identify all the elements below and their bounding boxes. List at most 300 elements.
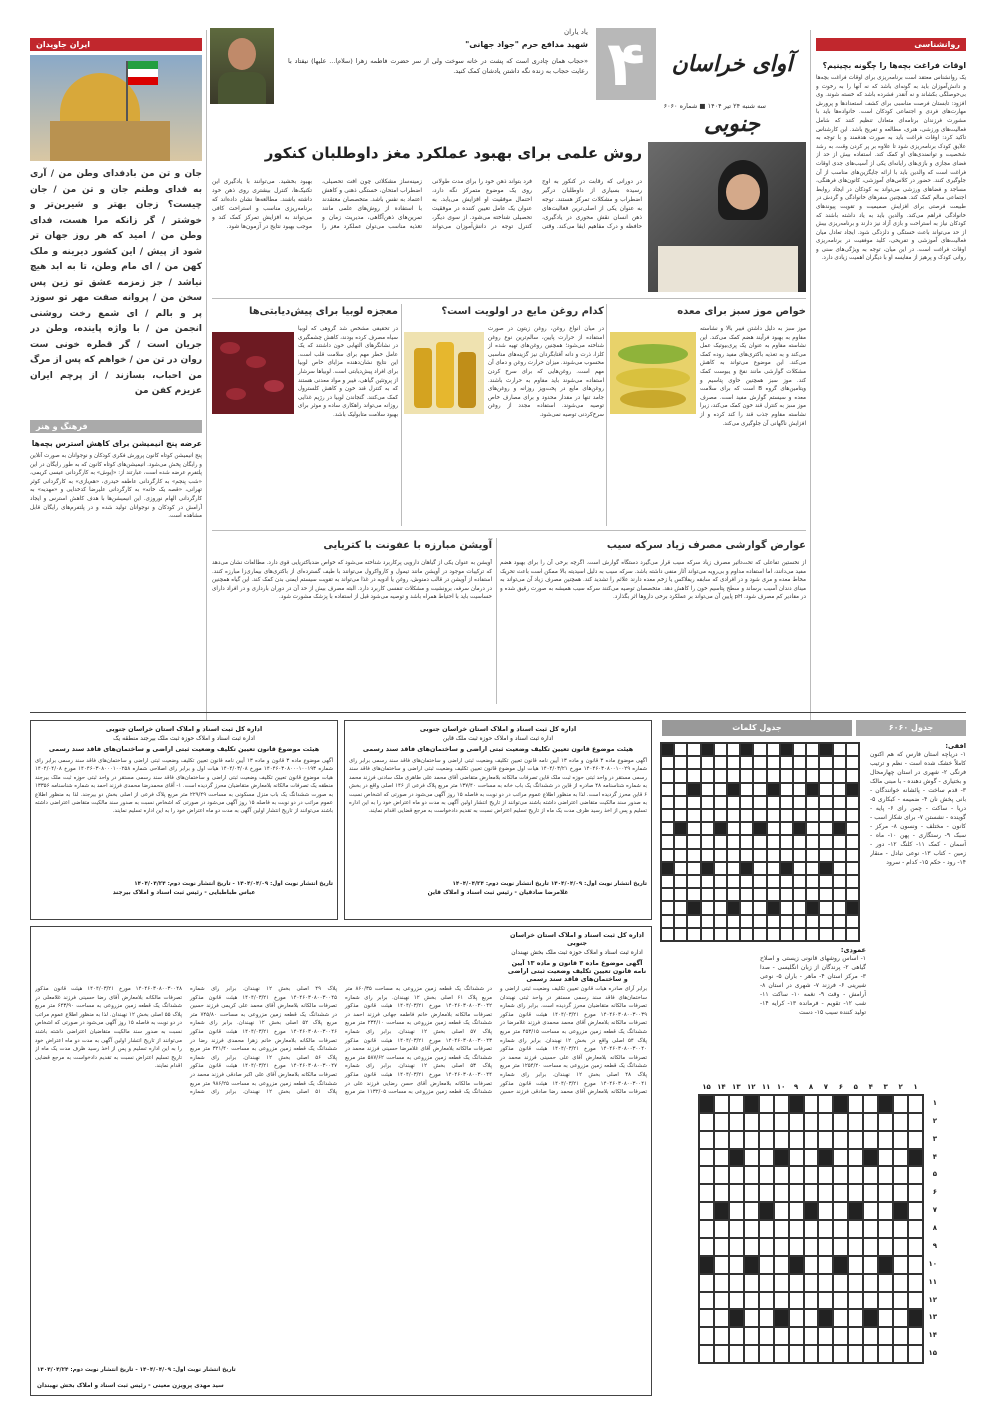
crossword-cell[interactable] (878, 1166, 893, 1184)
crossword-cell[interactable] (804, 1292, 819, 1310)
crossword-cell[interactable] (789, 1113, 804, 1131)
crossword-cell[interactable] (833, 1327, 848, 1345)
crossword-cell[interactable] (714, 901, 727, 914)
crossword-cell[interactable] (878, 1095, 893, 1113)
crossword-cell[interactable] (819, 769, 832, 782)
crossword-cell[interactable] (863, 1292, 878, 1310)
crossword-cell[interactable] (753, 901, 766, 914)
crossword-cell[interactable] (759, 1220, 774, 1238)
crossword-cell[interactable] (701, 743, 714, 756)
crossword-cell[interactable] (806, 835, 819, 848)
crossword-cell[interactable] (863, 1327, 878, 1345)
crossword-cell[interactable] (729, 1166, 744, 1184)
crossword-cell[interactable] (759, 1309, 774, 1327)
crossword-cell[interactable] (714, 1202, 729, 1220)
crossword-cell[interactable] (908, 1292, 923, 1310)
crossword-cell[interactable] (863, 1256, 878, 1274)
crossword-cell[interactable] (753, 928, 766, 941)
crossword-cell[interactable] (767, 809, 780, 822)
crossword-cell[interactable] (699, 1238, 714, 1256)
crossword-cell[interactable] (714, 769, 727, 782)
crossword-cell[interactable] (729, 1309, 744, 1327)
crossword-cell[interactable] (878, 1113, 893, 1131)
crossword-cell[interactable] (789, 1309, 804, 1327)
crossword-cell[interactable] (699, 1327, 714, 1345)
crossword-cell[interactable] (780, 928, 793, 941)
crossword-cell[interactable] (780, 862, 793, 875)
crossword-cell[interactable] (729, 1238, 744, 1256)
crossword-cell[interactable] (774, 1292, 789, 1310)
crossword-cell[interactable] (661, 796, 674, 809)
crossword-cell[interactable] (908, 1345, 923, 1363)
crossword-cell[interactable] (806, 928, 819, 941)
crossword-cell[interactable] (714, 875, 727, 888)
crossword-cell[interactable] (789, 1184, 804, 1202)
crossword-cell[interactable] (674, 875, 687, 888)
crossword-cell[interactable] (818, 1166, 833, 1184)
crossword-cell[interactable] (789, 1220, 804, 1238)
crossword-cell[interactable] (687, 835, 700, 848)
crossword-cell[interactable] (687, 756, 700, 769)
crossword-cell[interactable] (863, 1274, 878, 1292)
crossword-cell[interactable] (729, 1345, 744, 1363)
crossword-cell[interactable] (863, 1149, 878, 1167)
crossword-cell[interactable] (699, 1184, 714, 1202)
crossword-cell[interactable] (753, 862, 766, 875)
crossword-cell[interactable] (767, 928, 780, 941)
crossword-cell[interactable] (780, 756, 793, 769)
crossword-cell[interactable] (780, 915, 793, 928)
crossword-cell[interactable] (818, 1113, 833, 1131)
crossword-cell[interactable] (848, 1345, 863, 1363)
crossword-cell[interactable] (767, 915, 780, 928)
crossword-cell[interactable] (774, 1149, 789, 1167)
crossword-cell[interactable] (714, 888, 727, 901)
crossword-cell[interactable] (793, 809, 806, 822)
crossword-cell[interactable] (727, 743, 740, 756)
crossword-cell[interactable] (804, 1113, 819, 1131)
crossword-cell[interactable] (893, 1327, 908, 1345)
crossword-cell[interactable] (893, 1292, 908, 1310)
crossword-cell[interactable] (699, 1202, 714, 1220)
crossword-cell[interactable] (740, 901, 753, 914)
crossword-cell[interactable] (780, 809, 793, 822)
crossword-cell[interactable] (878, 1274, 893, 1292)
crossword-cell[interactable] (759, 1202, 774, 1220)
crossword-cell[interactable] (714, 1149, 729, 1167)
crossword-cell[interactable] (793, 835, 806, 848)
crossword-cell[interactable] (793, 743, 806, 756)
crossword-cell[interactable] (661, 769, 674, 782)
crossword-cell[interactable] (818, 1256, 833, 1274)
crossword-cell[interactable] (661, 756, 674, 769)
crossword-cell[interactable] (753, 743, 766, 756)
crossword-cell[interactable] (908, 1095, 923, 1113)
crossword-cell[interactable] (714, 862, 727, 875)
crossword-cell[interactable] (806, 822, 819, 835)
crossword-cell[interactable] (833, 1274, 848, 1292)
crossword-cell[interactable] (714, 1274, 729, 1292)
crossword-cell[interactable] (833, 1095, 848, 1113)
crossword-cell[interactable] (714, 1238, 729, 1256)
crossword-cell[interactable] (833, 875, 846, 888)
crossword-cell[interactable] (818, 1309, 833, 1327)
crossword-cell[interactable] (699, 1131, 714, 1149)
crossword-cell[interactable] (727, 756, 740, 769)
crossword-cell[interactable] (908, 1327, 923, 1345)
crossword-cell[interactable] (780, 796, 793, 809)
crossword-cell[interactable] (701, 756, 714, 769)
crossword-cell[interactable] (774, 1220, 789, 1238)
crossword-cell[interactable] (846, 928, 859, 941)
crossword-cell[interactable] (893, 1220, 908, 1238)
crossword-cell[interactable] (833, 928, 846, 941)
crossword-cell[interactable] (727, 901, 740, 914)
crossword-cell[interactable] (714, 1256, 729, 1274)
crossword-cell[interactable] (818, 1238, 833, 1256)
crossword-cell[interactable] (740, 862, 753, 875)
crossword-cell[interactable] (780, 743, 793, 756)
crossword-cell[interactable] (687, 901, 700, 914)
crossword-cell[interactable] (908, 1149, 923, 1167)
crossword-cell[interactable] (833, 1256, 848, 1274)
crossword-cell[interactable] (714, 822, 727, 835)
crossword-cell[interactable] (687, 888, 700, 901)
crossword-cell[interactable] (729, 1149, 744, 1167)
crossword-cell[interactable] (893, 1131, 908, 1149)
crossword-cell[interactable] (819, 915, 832, 928)
crossword-cell[interactable] (848, 1202, 863, 1220)
crossword-cell[interactable] (699, 1149, 714, 1167)
crossword-cell[interactable] (804, 1256, 819, 1274)
crossword-cell[interactable] (767, 783, 780, 796)
crossword-cell[interactable] (846, 835, 859, 848)
crossword-cell[interactable] (740, 888, 753, 901)
crossword-cell[interactable] (804, 1345, 819, 1363)
crossword-cell[interactable] (878, 1345, 893, 1363)
crossword-cell[interactable] (846, 756, 859, 769)
crossword-cell[interactable] (714, 1131, 729, 1149)
crossword-cell[interactable] (661, 862, 674, 875)
crossword-cell[interactable] (767, 822, 780, 835)
crossword-cell[interactable] (774, 1238, 789, 1256)
crossword-cell[interactable] (819, 796, 832, 809)
crossword-cell[interactable] (818, 1095, 833, 1113)
crossword-cell[interactable] (804, 1309, 819, 1327)
crossword-grid[interactable] (660, 742, 860, 942)
crossword-cell[interactable] (833, 1184, 848, 1202)
crossword-cell[interactable] (774, 1327, 789, 1345)
crossword-cell[interactable] (804, 1238, 819, 1256)
crossword-cell[interactable] (833, 1345, 848, 1363)
crossword-cell[interactable] (793, 862, 806, 875)
crossword-cell[interactable] (819, 928, 832, 941)
crossword-cell[interactable] (727, 822, 740, 835)
crossword-cell[interactable] (740, 796, 753, 809)
crossword-cell[interactable] (767, 769, 780, 782)
crossword-cell[interactable] (818, 1327, 833, 1345)
crossword-cell[interactable] (793, 875, 806, 888)
crossword-cell[interactable] (740, 835, 753, 848)
crossword-cell[interactable] (833, 1131, 848, 1149)
crossword-cell[interactable] (701, 928, 714, 941)
crossword-cell[interactable] (908, 1238, 923, 1256)
crossword-cell[interactable] (714, 915, 727, 928)
crossword-cell[interactable] (833, 796, 846, 809)
crossword-cell[interactable] (846, 915, 859, 928)
crossword-cell[interactable] (789, 1202, 804, 1220)
crossword-cell[interactable] (908, 1131, 923, 1149)
crossword-cell[interactable] (744, 1274, 759, 1292)
crossword-cell[interactable] (846, 888, 859, 901)
crossword-cell[interactable] (774, 1345, 789, 1363)
crossword-cell[interactable] (804, 1149, 819, 1167)
crossword-cell[interactable] (744, 1131, 759, 1149)
crossword-cell[interactable] (774, 1274, 789, 1292)
crossword-cell[interactable] (774, 1131, 789, 1149)
crossword-cell[interactable] (819, 822, 832, 835)
crossword-cell[interactable] (759, 1327, 774, 1345)
crossword-cell[interactable] (740, 849, 753, 862)
crossword-cell[interactable] (848, 1220, 863, 1238)
crossword-cell[interactable] (848, 1095, 863, 1113)
crossword-cell[interactable] (908, 1309, 923, 1327)
crossword-cell[interactable] (740, 928, 753, 941)
crossword-cell[interactable] (846, 809, 859, 822)
crossword-cell[interactable] (759, 1113, 774, 1131)
crossword-cell[interactable] (744, 1345, 759, 1363)
crossword-cell[interactable] (833, 769, 846, 782)
crossword-cell[interactable] (806, 783, 819, 796)
crossword-cell[interactable] (833, 901, 846, 914)
crossword-cell[interactable] (846, 796, 859, 809)
crossword-cell[interactable] (744, 1256, 759, 1274)
crossword-cell[interactable] (687, 875, 700, 888)
crossword-cell[interactable] (804, 1095, 819, 1113)
crossword-cell[interactable] (740, 915, 753, 928)
crossword-cell[interactable] (893, 1274, 908, 1292)
crossword-cell[interactable] (753, 783, 766, 796)
crossword-cell[interactable] (804, 1202, 819, 1220)
crossword-cell[interactable] (804, 1131, 819, 1149)
crossword-cell[interactable] (699, 1113, 714, 1131)
crossword-cell[interactable] (846, 743, 859, 756)
crossword-cell[interactable] (789, 1238, 804, 1256)
crossword-cell[interactable] (727, 783, 740, 796)
crossword-cell[interactable] (729, 1113, 744, 1131)
crossword-cell[interactable] (714, 1345, 729, 1363)
crossword-cell[interactable] (833, 835, 846, 848)
crossword-cell[interactable] (793, 783, 806, 796)
crossword-cell[interactable] (818, 1220, 833, 1238)
crossword-cell[interactable] (793, 822, 806, 835)
crossword-cell[interactable] (759, 1274, 774, 1292)
crossword-cell[interactable] (848, 1149, 863, 1167)
crossword-cell[interactable] (674, 849, 687, 862)
crossword-cell[interactable] (806, 769, 819, 782)
crossword-cell[interactable] (908, 1202, 923, 1220)
crossword-cell[interactable] (727, 928, 740, 941)
crossword-cell[interactable] (846, 783, 859, 796)
crossword-cell[interactable] (753, 849, 766, 862)
crossword-cell[interactable] (908, 1113, 923, 1131)
crossword-cell[interactable] (806, 796, 819, 809)
crossword-cell[interactable] (780, 888, 793, 901)
crossword-cell[interactable] (893, 1309, 908, 1327)
crossword-cell[interactable] (701, 875, 714, 888)
crossword-cell[interactable] (699, 1095, 714, 1113)
crossword-cell[interactable] (727, 888, 740, 901)
crossword-cell[interactable] (908, 1184, 923, 1202)
crossword-cell[interactable] (819, 743, 832, 756)
crossword-cell[interactable] (863, 1184, 878, 1202)
crossword-cell[interactable] (687, 862, 700, 875)
crossword-cell[interactable] (818, 1184, 833, 1202)
crossword-cell[interactable] (893, 1149, 908, 1167)
crossword-cell[interactable] (714, 1309, 729, 1327)
crossword-cell[interactable] (793, 769, 806, 782)
crossword-cell[interactable] (819, 862, 832, 875)
crossword-cell[interactable] (701, 849, 714, 862)
crossword-cell[interactable] (714, 783, 727, 796)
crossword-cell[interactable] (789, 1166, 804, 1184)
crossword-cell[interactable] (744, 1184, 759, 1202)
crossword-cell[interactable] (863, 1202, 878, 1220)
crossword-cell[interactable] (714, 1095, 729, 1113)
crossword-cell[interactable] (687, 743, 700, 756)
crossword-cell[interactable] (674, 809, 687, 822)
crossword-cell[interactable] (878, 1292, 893, 1310)
crossword-cell[interactable] (759, 1184, 774, 1202)
crossword-cell[interactable] (744, 1292, 759, 1310)
crossword-cell[interactable] (878, 1202, 893, 1220)
crossword-cell[interactable] (744, 1095, 759, 1113)
crossword-cell[interactable] (878, 1309, 893, 1327)
crossword-cell[interactable] (819, 888, 832, 901)
crossword-cell[interactable] (878, 1220, 893, 1238)
crossword-cell[interactable] (806, 849, 819, 862)
crossword-cell[interactable] (833, 1113, 848, 1131)
crossword-cell[interactable] (833, 1292, 848, 1310)
crossword-cell[interactable] (701, 822, 714, 835)
crossword-cell[interactable] (818, 1274, 833, 1292)
crossword-cell[interactable] (714, 849, 727, 862)
crossword-cell[interactable] (819, 809, 832, 822)
crossword-cell[interactable] (674, 901, 687, 914)
crossword-cell[interactable] (789, 1292, 804, 1310)
crossword-cell[interactable] (661, 915, 674, 928)
crossword-cell[interactable] (863, 1238, 878, 1256)
crossword-cell[interactable] (661, 928, 674, 941)
crossword-cell[interactable] (806, 875, 819, 888)
crossword-cell[interactable] (727, 796, 740, 809)
crossword-cell[interactable] (893, 1184, 908, 1202)
crossword-cell[interactable] (789, 1345, 804, 1363)
crossword-cell[interactable] (793, 796, 806, 809)
crossword-cell[interactable] (833, 756, 846, 769)
crossword-cell[interactable] (727, 875, 740, 888)
crossword-cell[interactable] (789, 1274, 804, 1292)
crossword-cell[interactable] (744, 1220, 759, 1238)
crossword-cell[interactable] (848, 1256, 863, 1274)
crossword-cell[interactable] (714, 1166, 729, 1184)
crossword-cell[interactable] (674, 862, 687, 875)
crossword-cell[interactable] (780, 835, 793, 848)
crossword-cell[interactable] (804, 1274, 819, 1292)
crossword-cell[interactable] (833, 809, 846, 822)
crossword-cell[interactable] (740, 875, 753, 888)
crossword-cell[interactable] (789, 1256, 804, 1274)
crossword-cell[interactable] (819, 875, 832, 888)
crossword-cell[interactable] (793, 915, 806, 928)
crossword-cell[interactable] (759, 1238, 774, 1256)
crossword-cell[interactable] (908, 1220, 923, 1238)
crossword-cell[interactable] (714, 1327, 729, 1345)
crossword-cell[interactable] (701, 809, 714, 822)
crossword-cell[interactable] (701, 915, 714, 928)
crossword-cell[interactable] (753, 822, 766, 835)
crossword-cell[interactable] (819, 849, 832, 862)
crossword-cell[interactable] (833, 862, 846, 875)
crossword-cell[interactable] (744, 1327, 759, 1345)
crossword-cell[interactable] (759, 1166, 774, 1184)
crossword-cell[interactable] (699, 1274, 714, 1292)
crossword-cell[interactable] (774, 1309, 789, 1327)
crossword-cell[interactable] (833, 1166, 848, 1184)
crossword-cell[interactable] (727, 862, 740, 875)
crossword-cell[interactable] (848, 1131, 863, 1149)
crossword-cell[interactable] (744, 1149, 759, 1167)
crossword-cell[interactable] (701, 796, 714, 809)
crossword-cell[interactable] (806, 862, 819, 875)
crossword-cell[interactable] (893, 1238, 908, 1256)
crossword-cell[interactable] (729, 1292, 744, 1310)
crossword-cell[interactable] (740, 743, 753, 756)
crossword-cell[interactable] (674, 743, 687, 756)
crossword-cell[interactable] (661, 743, 674, 756)
crossword-cell[interactable] (833, 822, 846, 835)
crossword-cell[interactable] (729, 1095, 744, 1113)
crossword-cell[interactable] (806, 743, 819, 756)
crossword-cell[interactable] (699, 1345, 714, 1363)
crossword-cell[interactable] (846, 822, 859, 835)
crossword-cell[interactable] (806, 901, 819, 914)
crossword-cell[interactable] (774, 1184, 789, 1202)
crossword-cell[interactable] (759, 1095, 774, 1113)
crossword-cell[interactable] (863, 1113, 878, 1131)
crossword-cell[interactable] (744, 1238, 759, 1256)
crossword-cell[interactable] (699, 1166, 714, 1184)
crossword-cell[interactable] (804, 1166, 819, 1184)
crossword-cell[interactable] (744, 1113, 759, 1131)
crossword-cell[interactable] (687, 796, 700, 809)
crossword-cell[interactable] (848, 1327, 863, 1345)
crossword-cell[interactable] (767, 796, 780, 809)
crossword-cell[interactable] (714, 796, 727, 809)
crossword-cell[interactable] (744, 1202, 759, 1220)
crossword-cell[interactable] (908, 1256, 923, 1274)
crossword-cell[interactable] (846, 862, 859, 875)
crossword-cell[interactable] (701, 888, 714, 901)
crossword-cell[interactable] (729, 1202, 744, 1220)
crossword-cell[interactable] (740, 783, 753, 796)
crossword-cell[interactable] (833, 888, 846, 901)
crossword-cell[interactable] (714, 743, 727, 756)
crossword-cell[interactable] (863, 1166, 878, 1184)
crossword-cell[interactable] (846, 769, 859, 782)
crossword-cell[interactable] (780, 822, 793, 835)
crossword-cell[interactable] (674, 783, 687, 796)
